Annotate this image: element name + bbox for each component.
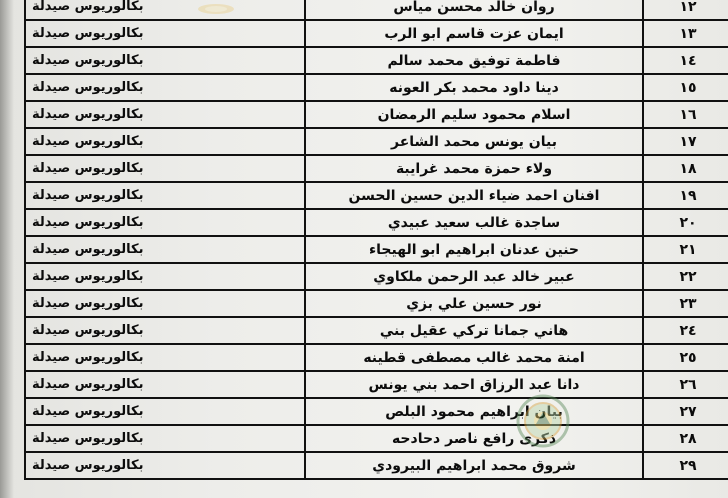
qualification-cell: بكالوريوس صيدلة xyxy=(26,372,306,399)
table-row xyxy=(26,102,728,129)
qualification-cell: بكالوريوس صيدلة xyxy=(26,318,306,345)
row-number-cell: ١٣ xyxy=(644,21,728,48)
qualification-cell: بكالوريوس صيدلة xyxy=(26,291,306,318)
row-number-cell: ٢٨ xyxy=(644,426,728,453)
table-row xyxy=(26,129,728,156)
table-row xyxy=(26,237,728,264)
row-number-cell: ٢٣ xyxy=(644,291,728,318)
table-row xyxy=(26,372,728,399)
qualification-cell: بكالوريوس صيدلة xyxy=(26,129,306,156)
row-number-cell: ١٧ xyxy=(644,129,728,156)
name-cell: شروق محمد ابراهيم البيرودي xyxy=(306,453,644,480)
table-row xyxy=(26,210,728,237)
name-cell: هاني جمانا تركي عقيل بني xyxy=(306,318,644,345)
qualification-cell: بكالوريوس صيدلة xyxy=(26,426,306,453)
qualification-cell: بكالوريوس صيدلة xyxy=(26,264,306,291)
row-number-cell: ٢٩ xyxy=(644,453,728,480)
table-row xyxy=(26,75,728,102)
row-number-cell: ١٢ xyxy=(644,0,728,21)
name-cell: ساجدة غالب سعيد عبيدي xyxy=(306,210,644,237)
name-cell: نور حسين علي بزي xyxy=(306,291,644,318)
name-cell: دينا داود محمد بكر العونه xyxy=(306,75,644,102)
row-number-cell: ٢٢ xyxy=(644,264,728,291)
row-number-cell: ٢٧ xyxy=(644,399,728,426)
qualification-cell: بكالوريوس صيدلة xyxy=(26,75,306,102)
qualification-cell: بكالوريوس صيدلة xyxy=(26,183,306,210)
qualification-cell: بكالوريوس صيدلة xyxy=(26,345,306,372)
table-row xyxy=(26,48,728,75)
row-number-cell: ١٨ xyxy=(644,156,728,183)
qualification-cell: بكالوريوس صيدلة xyxy=(26,0,306,21)
row-number-cell: ١٦ xyxy=(644,102,728,129)
table-row xyxy=(26,399,728,426)
row-number-cell: ٢١ xyxy=(644,237,728,264)
row-number-cell: ٢٤ xyxy=(644,318,728,345)
qualification-cell: بكالوريوس صيدلة xyxy=(26,156,306,183)
qualification-cell: بكالوريوس صيدلة xyxy=(26,399,306,426)
name-cell: امنة محمد غالب مصطفى قطينه xyxy=(306,345,644,372)
name-cell: فاطمة توفيق محمد سالم xyxy=(306,48,644,75)
qualification-cell: بكالوريوس صيدلة xyxy=(26,21,306,48)
name-cell: دانا عبد الرزاق احمد بني يونس xyxy=(306,372,644,399)
row-number-cell: ٢٦ xyxy=(644,372,728,399)
names-table xyxy=(24,0,728,480)
qualification-cell: بكالوريوس صيدلة xyxy=(26,210,306,237)
table-row xyxy=(26,291,728,318)
table-row xyxy=(26,345,728,372)
row-number-cell: ١٩ xyxy=(644,183,728,210)
name-cell: روان خالد محسن مياس xyxy=(306,0,644,21)
table-row xyxy=(26,156,728,183)
row-number-cell: ٢٥ xyxy=(644,345,728,372)
qualification-cell: بكالوريوس صيدلة xyxy=(26,237,306,264)
qualification-cell: بكالوريوس صيدلة xyxy=(26,102,306,129)
name-cell: افنان احمد ضياء الدين حسين الحسن xyxy=(306,183,644,210)
table-row xyxy=(26,21,728,48)
name-cell: عبير خالد عبد الرحمن ملكاوي xyxy=(306,264,644,291)
table-row xyxy=(26,426,728,453)
qualification-cell: بكالوريوس صيدلة xyxy=(26,48,306,75)
row-number-cell: ٢٠ xyxy=(644,210,728,237)
name-cell: بيان ابراهيم محمود البلص xyxy=(306,399,644,426)
name-cell: بيان يونس محمد الشاعر xyxy=(306,129,644,156)
name-cell: ذكرى رافع ناصر دحادحه xyxy=(306,426,644,453)
qualification-cell: بكالوريوس صيدلة xyxy=(26,453,306,480)
table-row xyxy=(26,0,728,21)
table-row xyxy=(26,318,728,345)
row-number-cell: ١٤ xyxy=(644,48,728,75)
scan-edge-shadow xyxy=(0,0,14,498)
name-cell: حنين عدنان ابراهيم ابو الهيجاء xyxy=(306,237,644,264)
name-cell: اسلام محمود سليم الرمضان xyxy=(306,102,644,129)
table-row xyxy=(26,264,728,291)
table-row xyxy=(26,453,728,480)
name-cell: ايمان عزت قاسم ابو الرب xyxy=(306,21,644,48)
row-number-cell: ١٥ xyxy=(644,75,728,102)
table-row xyxy=(26,183,728,210)
name-cell: ولاء حمزة محمد غرايبة xyxy=(306,156,644,183)
